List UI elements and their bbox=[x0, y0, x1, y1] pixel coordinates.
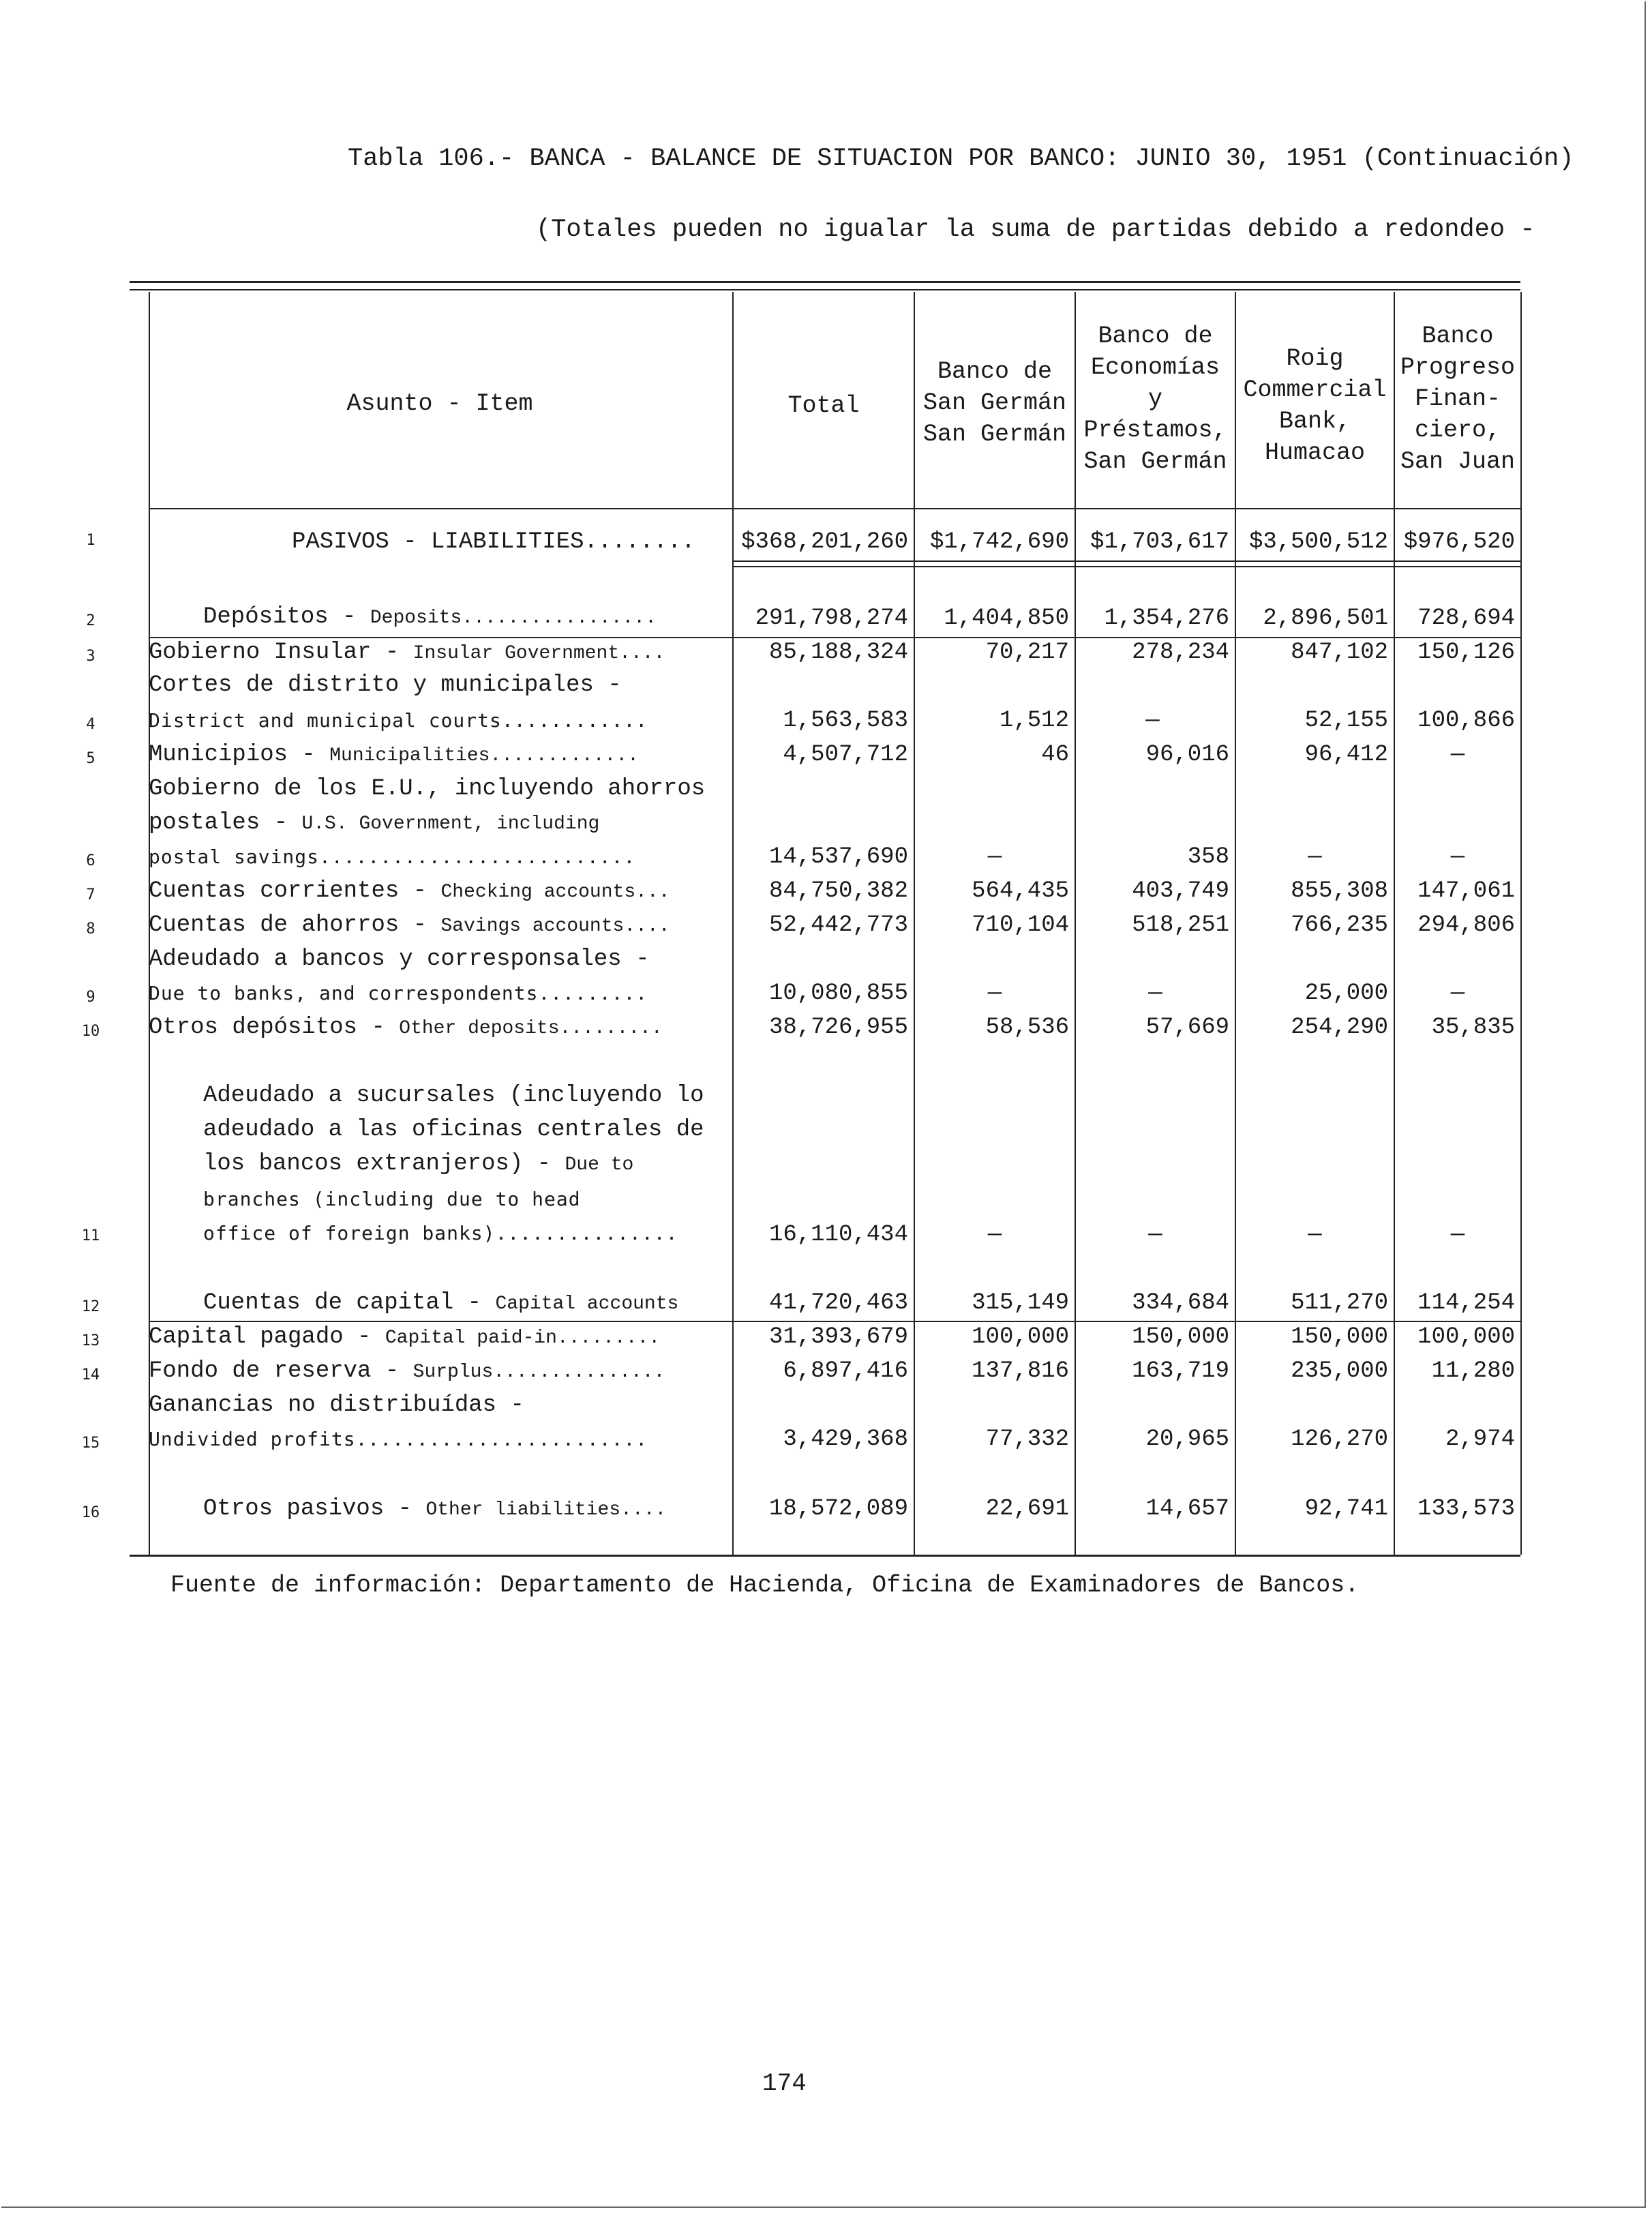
total-underline-double bbox=[732, 566, 1520, 567]
cell-economias: 20,965 bbox=[1145, 1426, 1229, 1452]
row-label-line: Adeudado a bancos y corresponsales - bbox=[149, 946, 650, 972]
cell-economias: 278,234 bbox=[1132, 640, 1229, 665]
cell-roig: 126,270 bbox=[1291, 1426, 1388, 1452]
cell-total: 6,897,416 bbox=[783, 1358, 908, 1384]
row-label: Depósitos - Deposits................. bbox=[203, 604, 657, 630]
row-number: 15 bbox=[81, 1435, 100, 1452]
cell-economias: — bbox=[1148, 981, 1162, 1006]
cell-progreso: 133,573 bbox=[1417, 1496, 1515, 1522]
subtotal-line bbox=[149, 637, 1520, 638]
row-number: 16 bbox=[81, 1504, 100, 1521]
cell-san-german: $1,742,690 bbox=[929, 529, 1069, 555]
row-label: Fondo de reserva - Surplus............... bbox=[149, 1358, 665, 1384]
row-number: 8 bbox=[86, 921, 95, 938]
row-label-line: Gobierno de los E.U., incluyendo ahorros bbox=[149, 776, 706, 802]
cell-san-german: 100,000 bbox=[972, 1324, 1069, 1350]
col-line-right bbox=[1520, 292, 1522, 1555]
cell-roig: 52,155 bbox=[1304, 708, 1388, 734]
cell-economias: 96,016 bbox=[1145, 742, 1229, 768]
total-underline bbox=[732, 560, 1520, 562]
row-label-line: los bancos extranjeros) - Due to bbox=[203, 1151, 634, 1177]
cell-economias: 57,669 bbox=[1145, 1015, 1229, 1041]
cell-roig: 254,290 bbox=[1291, 1015, 1388, 1041]
cell-total: 10,080,855 bbox=[768, 981, 908, 1006]
row-label: District and municipal courts............ bbox=[149, 709, 648, 732]
cell-san-german: 22,691 bbox=[985, 1496, 1069, 1522]
row-label: Gobierno Insular - Insular Government.... bbox=[149, 640, 665, 665]
row-number: 12 bbox=[81, 1298, 100, 1315]
header-bottom-line bbox=[149, 508, 1520, 509]
cell-san-german: — bbox=[987, 1222, 1002, 1248]
row-number: 4 bbox=[86, 716, 95, 733]
cell-roig: 235,000 bbox=[1291, 1358, 1388, 1384]
cell-economias: 14,657 bbox=[1145, 1496, 1229, 1522]
row-label: Cuentas corrientes - Checking accounts... bbox=[149, 878, 670, 904]
cell-san-german: 70,217 bbox=[985, 640, 1069, 665]
cell-san-german: 46 bbox=[1041, 742, 1069, 768]
column-header-economias: Banco de Economías y Préstamos, San Germán bbox=[1083, 323, 1227, 475]
row-number: 6 bbox=[86, 852, 95, 869]
cell-roig: 92,741 bbox=[1304, 1496, 1388, 1522]
cell-economias: — bbox=[1145, 708, 1160, 734]
cell-economias: 163,719 bbox=[1132, 1358, 1229, 1384]
row-label: Municipios - Municipalities............. bbox=[149, 742, 639, 768]
cell-total: 85,188,324 bbox=[768, 640, 908, 665]
row-label-line: Adeudado a sucursales (incluyendo lo bbox=[203, 1083, 704, 1109]
cell-san-german: 710,104 bbox=[972, 912, 1069, 938]
cell-roig: $3,500,512 bbox=[1248, 529, 1388, 555]
column-header-san-german: Banco de San Germán San Germán bbox=[922, 358, 1067, 448]
row-label: office of foreign banks)............... bbox=[203, 1222, 678, 1244]
cell-roig: 766,235 bbox=[1291, 912, 1388, 938]
cell-roig: 25,000 bbox=[1304, 981, 1388, 1006]
row-label-line: Ganancias no distribuídas - bbox=[149, 1392, 524, 1418]
cell-progreso: 147,061 bbox=[1417, 878, 1515, 904]
table-title: Tabla 106.- BANCA - BALANCE DE SITUACION POR BANCO: JUNIO 30, 1951 (Continuación) bbox=[348, 145, 1574, 173]
cell-san-german: 137,816 bbox=[972, 1358, 1069, 1384]
cell-san-german: — bbox=[987, 844, 1002, 870]
cell-total: 291,798,274 bbox=[755, 605, 908, 631]
cell-san-german: 315,149 bbox=[972, 1290, 1069, 1316]
row-label-line: postales - U.S. Government, including bbox=[149, 810, 600, 836]
row-number: 5 bbox=[86, 750, 95, 767]
cell-progreso: 294,806 bbox=[1417, 912, 1515, 938]
cell-progreso: — bbox=[1450, 844, 1465, 870]
cell-total: 14,537,690 bbox=[768, 844, 908, 870]
bottom-rule bbox=[130, 1555, 1520, 1557]
cell-economias: 334,684 bbox=[1132, 1290, 1229, 1316]
row-label-line: branches (including due to head bbox=[203, 1188, 581, 1210]
row-number: 14 bbox=[81, 1366, 100, 1383]
cell-progreso: — bbox=[1450, 742, 1465, 768]
cell-total: 4,507,712 bbox=[783, 742, 908, 768]
cell-san-german: 1,512 bbox=[999, 708, 1069, 734]
row-label-line: Cortes de distrito y municipales - bbox=[149, 672, 622, 698]
cell-progreso: 728,694 bbox=[1417, 605, 1515, 631]
row-label: Otros depósitos - Other deposits......... bbox=[149, 1015, 663, 1041]
row-number: 1 bbox=[86, 532, 95, 549]
row-number: 7 bbox=[86, 886, 95, 903]
subtotal-line bbox=[149, 1321, 1520, 1322]
column-header-item: Asunto - Item bbox=[346, 390, 533, 417]
cell-total: 38,726,955 bbox=[768, 1015, 908, 1041]
column-header-progreso: Banco Progreso Finan- ciero, San Juan bbox=[1400, 323, 1516, 475]
cell-total: 41,720,463 bbox=[768, 1290, 908, 1316]
table-subtitle: (Totales pueden no igualar la suma de partidas debido a redondeo - bbox=[536, 215, 1535, 244]
cell-economias: 358 bbox=[1187, 844, 1229, 870]
row-label: Capital pagado - Capital paid-in......... bbox=[149, 1324, 661, 1350]
top-rule-inner bbox=[130, 289, 1520, 290]
cell-economias: 403,749 bbox=[1132, 878, 1229, 904]
page-number: 174 bbox=[762, 2069, 807, 2097]
row-number: 10 bbox=[81, 1023, 100, 1040]
cell-total: 18,572,089 bbox=[768, 1496, 908, 1522]
row-label: postal savings.......................... bbox=[149, 846, 636, 868]
cell-progreso: 100,866 bbox=[1417, 708, 1515, 734]
cell-economias: 518,251 bbox=[1132, 912, 1229, 938]
cell-san-german: 58,536 bbox=[985, 1015, 1069, 1041]
cell-progreso: 2,974 bbox=[1445, 1426, 1515, 1452]
cell-progreso: 114,254 bbox=[1417, 1290, 1515, 1316]
cell-progreso: 150,126 bbox=[1417, 640, 1515, 665]
cell-san-german: 77,332 bbox=[985, 1426, 1069, 1452]
row-label-line: adeudado a las oficinas centrales de bbox=[203, 1117, 704, 1143]
cell-economias: 1,354,276 bbox=[1104, 605, 1229, 631]
cell-roig: 96,412 bbox=[1304, 742, 1388, 768]
cell-total: $368,201,260 bbox=[741, 529, 908, 555]
cell-total: 3,429,368 bbox=[783, 1426, 908, 1452]
row-label: Otros pasivos - Other liabilities.... bbox=[203, 1496, 667, 1522]
cell-progreso: 100,000 bbox=[1417, 1324, 1515, 1350]
row-number: 13 bbox=[81, 1332, 100, 1349]
cell-roig: — bbox=[1308, 1222, 1322, 1248]
cell-total: 84,750,382 bbox=[768, 878, 908, 904]
cell-roig: — bbox=[1308, 844, 1322, 870]
cell-san-german: 564,435 bbox=[972, 878, 1069, 904]
cell-total: 52,442,773 bbox=[768, 912, 908, 938]
cell-progreso: 35,835 bbox=[1431, 1015, 1515, 1041]
column-header-roig: Roig Commercial Bank, Humacao bbox=[1243, 345, 1387, 466]
row-label: Cuentas de ahorros - Savings accounts.... bbox=[149, 912, 670, 938]
cell-total: 16,110,434 bbox=[768, 1222, 908, 1248]
row-label: PASIVOS - LIABILITIES........ bbox=[292, 529, 695, 555]
cell-san-german: — bbox=[987, 981, 1002, 1006]
row-number: 2 bbox=[86, 612, 95, 629]
column-header-total: Total bbox=[787, 392, 860, 419]
cell-economias: $1,703,617 bbox=[1090, 529, 1229, 555]
row-label: Undivided profits........................ bbox=[149, 1428, 648, 1450]
row-number: 11 bbox=[81, 1227, 100, 1244]
source-note: Fuente de información: Departamento de Hacienda, Oficina de Examinadores de Bancos. bbox=[170, 1572, 1360, 1599]
cell-progreso: 11,280 bbox=[1431, 1358, 1515, 1384]
cell-roig: 511,270 bbox=[1291, 1290, 1388, 1316]
cell-progreso: — bbox=[1450, 1222, 1465, 1248]
cell-san-german: 1,404,850 bbox=[944, 605, 1069, 631]
row-label: Cuentas de capital - Capital accounts bbox=[203, 1290, 679, 1316]
row-number: 9 bbox=[86, 989, 95, 1006]
cell-progreso: — bbox=[1450, 981, 1465, 1006]
cell-progreso: $976,520 bbox=[1403, 529, 1515, 555]
cell-economias: 150,000 bbox=[1132, 1324, 1229, 1350]
top-rule bbox=[130, 281, 1520, 283]
row-number: 3 bbox=[86, 648, 95, 665]
cell-total: 1,563,583 bbox=[783, 708, 908, 734]
row-label: Due to banks, and correspondents......... bbox=[149, 982, 648, 1004]
cell-roig: 847,102 bbox=[1291, 640, 1388, 665]
cell-total: 31,393,679 bbox=[768, 1324, 908, 1350]
cell-roig: 855,308 bbox=[1291, 878, 1388, 904]
cell-roig: 2,896,501 bbox=[1263, 605, 1388, 631]
cell-roig: 150,000 bbox=[1291, 1324, 1388, 1350]
cell-economias: — bbox=[1148, 1222, 1162, 1248]
